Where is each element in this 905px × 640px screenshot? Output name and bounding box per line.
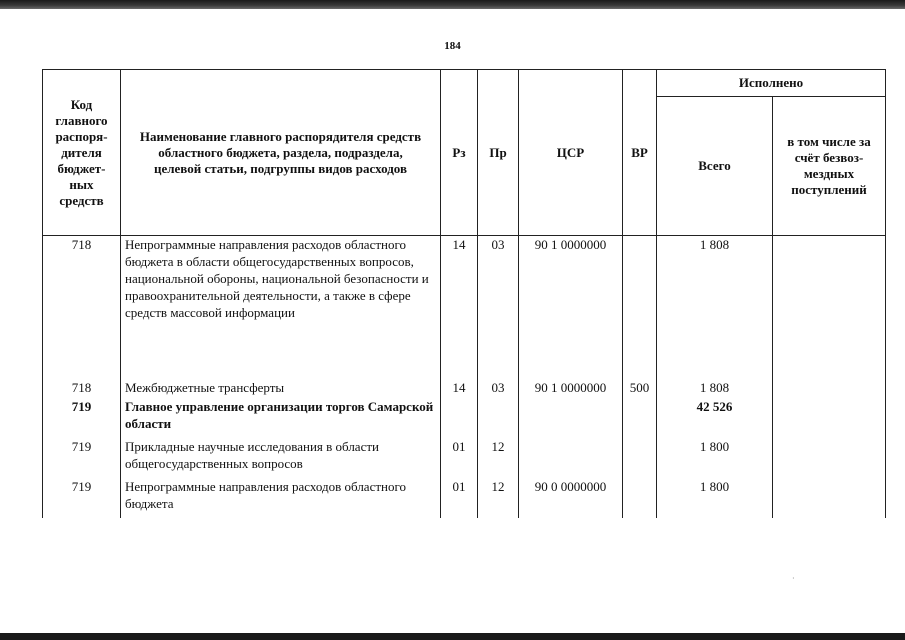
cell-pr: 03 [478,379,519,398]
scan-speck: · [792,574,795,583]
cell-vr: 500 [623,379,657,398]
cell-name: Непрограммные направления расходов областного бюджета в области общегосударственных вопросов, национальной обороны, национальной безопасности и правоохранительной деятельности, а также в сфере средств массовой информации [121,236,441,379]
cell-name: Прикладные научные исследования в области общегосударственных вопросов [121,438,441,478]
header-csr: ЦСР [519,70,623,236]
cell-total: 1 800 [657,478,773,518]
cell-pr [478,398,519,438]
scan-top-edge [0,0,905,9]
cell-name: Непрограммные направления расходов областного бюджета [121,478,441,518]
cell-total: 1 808 [657,379,773,398]
cell-gratuitous [773,478,886,518]
cell-csr [519,438,623,478]
cell-code: 718 [43,236,121,379]
cell-code: 719 [43,478,121,518]
cell-code: 718 [43,379,121,398]
table-row [43,398,886,438]
cell-gratuitous [773,236,886,379]
cell-csr: 90 1 0000000 [519,379,623,398]
cell-total: 1 800 [657,438,773,478]
cell-vr [623,478,657,518]
cell-vr [623,398,657,438]
cell-rz: 14 [441,236,478,379]
scan-bottom-edge [0,633,905,640]
header-vr: ВР [623,70,657,236]
cell-gratuitous [773,398,886,438]
cell-vr [623,236,657,379]
table-row [43,379,886,398]
cell-code: 719 [43,398,121,438]
cell-code: 719 [43,438,121,478]
cell-rz: 01 [441,478,478,518]
header-total: Всего [657,97,773,236]
cell-vr [623,438,657,478]
header-gratuitous: в том числе за счёт безвоз-мездных поступлений [773,97,886,236]
cell-pr: 12 [478,438,519,478]
table-row [43,438,886,478]
cell-csr: 90 1 0000000 [519,236,623,379]
header-code: Код главного распоря-дителя бюджет-ных средств [43,70,121,236]
cell-gratuitous [773,438,886,478]
cell-name: Главное управление организации торгов Самарской области [121,398,441,438]
header-pr: Пр [478,70,519,236]
header-name: Наименование главного распорядителя средств областного бюджета, раздела, подраздела, целевой статьи, подгруппы видов расходов [121,70,441,236]
cell-name: Межбюджетные трансферты [121,379,441,398]
table-row [43,478,886,518]
page-number: 184 [444,40,461,52]
cell-pr: 03 [478,236,519,379]
cell-rz [441,398,478,438]
cell-pr: 12 [478,478,519,518]
budget-table [42,69,886,518]
cell-total: 1 808 [657,236,773,379]
cell-csr [519,398,623,438]
cell-rz: 01 [441,438,478,478]
cell-gratuitous [773,379,886,398]
cell-total: 42 526 [657,398,773,438]
cell-rz: 14 [441,379,478,398]
table-row [43,236,886,379]
header-rz: Рз [441,70,478,236]
cell-csr: 90 0 0000000 [519,478,623,518]
header-executed: Исполнено [657,70,886,97]
